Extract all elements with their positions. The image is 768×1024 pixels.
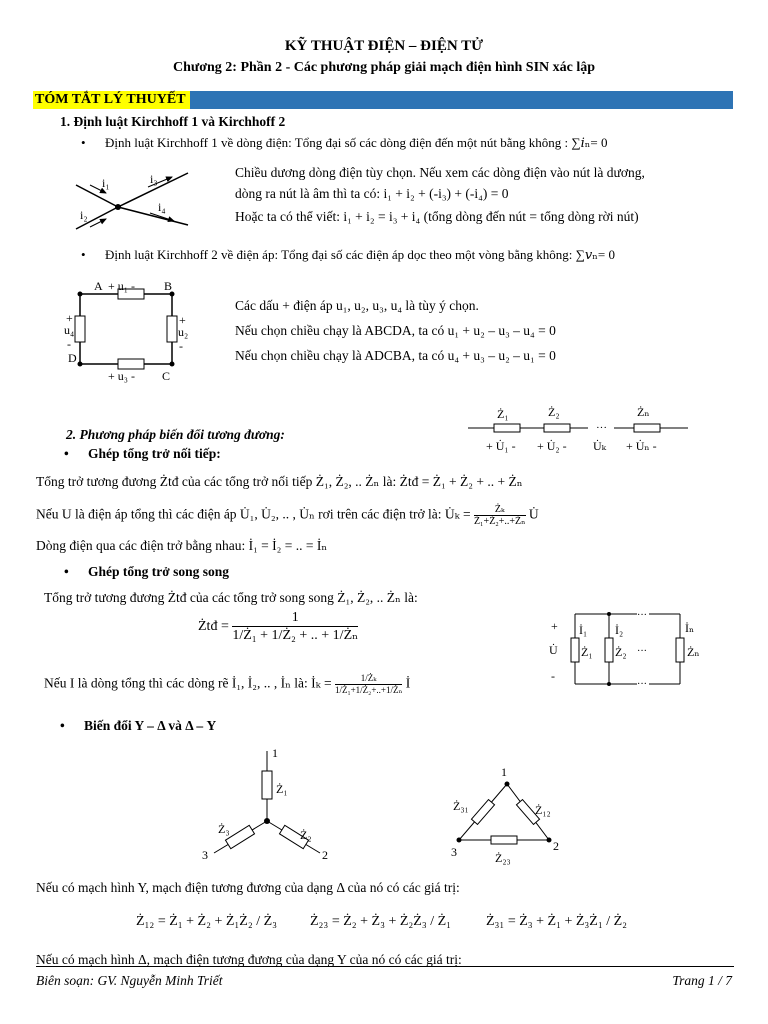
footer-divider	[36, 966, 734, 967]
svg-text:Żₙ: Żₙ	[687, 645, 700, 659]
parallel-diagram	[545, 608, 725, 690]
y-to-delta-eq-23: Ż₂₃ = Ż₂ + Ż₃ + Ż₂Ż₃ / Ż₁	[310, 914, 452, 929]
svg-text:+: +	[551, 619, 558, 633]
svg-text:Ż₃₁: Ż₃₁	[453, 799, 469, 813]
svg-text:···: ···	[637, 610, 647, 621]
svg-text:Ż₁: Ż₁	[276, 782, 288, 796]
parallel-bullet: • Ghép tổng trở song song	[88, 564, 229, 580]
delta-to-y-line: Nếu có mạch hình Δ, mạch điện tương đương của dạng Y của nó có các giá trị:	[36, 952, 462, 967]
svg-text:···: ···	[637, 646, 647, 657]
svg-text:-: -	[551, 669, 555, 683]
series-line1: Tổng trở tương đương Żtđ của các tổng trở nối tiếp Ż₁, Ż₂, .. Żₙ là: Żtđ = Ż₁ + Ż₂ + .. + Żₙ	[36, 474, 523, 489]
svg-text:Ż₂: Ż₂	[300, 828, 312, 842]
svg-text:-: -	[67, 337, 71, 351]
section-bar-label: TÓM TẮT LÝ THUYẾT	[33, 91, 190, 109]
k2-line1: Các dấu + điện áp u₁, u₂, u₃, u₄ là tùy ý chọn.	[235, 298, 479, 313]
svg-text:İ₁: İ₁	[579, 623, 588, 637]
svg-text:3: 3	[202, 848, 208, 862]
document-title: KỸ THUẬT ĐIỆN – ĐIỆN TỬ	[284, 38, 484, 54]
k1-line2: dòng ra nút là âm thì ta có: i₁ + i₂ + (-i₃) + (-i₄) = 0	[235, 186, 509, 201]
parallel-equation: Żtđ = $\frac{1}{\text{1/Ż₁ + 1/Ż₂ + .. + 1/Żₙ}}$	[198, 610, 359, 643]
loop-diagram	[66, 278, 196, 386]
svg-text:İ₂: İ₂	[615, 623, 624, 637]
svg-text:2: 2	[322, 848, 328, 862]
series-bullet: • Ghép tổng trở nối tiếp:	[88, 446, 221, 462]
footer-page-number: Trang 1 / 7	[672, 973, 732, 988]
svg-text:+ U̇₁ -: + U̇₁ -	[486, 439, 516, 453]
kirchhoff-heading: 1. Định luật Kirchhoff 1 và Kirchhoff 2	[60, 114, 286, 129]
svg-text:···: ···	[596, 422, 607, 434]
svg-text:1: 1	[272, 746, 278, 760]
svg-text:Ż₁: Ż₁	[581, 645, 593, 659]
svg-text:+ U̇₂ -: + U̇₂ -	[537, 439, 567, 453]
svg-text:2: 2	[553, 839, 559, 853]
label-i1: i₁	[102, 176, 110, 190]
svg-text:-: -	[179, 339, 183, 353]
k2-bullet: • Định luật Kirchhoff 2 về điện áp: Tổng đại số các điện áp dọc theo một vòng bằng không: ∑𝑣ₙ= 0	[105, 247, 615, 263]
label-i4: i₄	[158, 200, 166, 214]
svg-text:U̇ₖ: U̇ₖ	[593, 439, 607, 453]
y-to-delta-eq-31: Ż₃₁ = Ż₃ + Ż₁ + Ż₃Ż₁ / Ż₂	[486, 914, 628, 929]
document-subtitle: Chương 2: Phần 2 - Các phương pháp giải mạch điện hình SIN xác lập	[172, 60, 596, 75]
svg-text:U̇: U̇	[549, 643, 558, 657]
svg-text:3: 3	[451, 845, 457, 859]
k2-line2: Nếu chọn chiều chạy là ABCDA, ta có u₁ + u₂ – u₃ – u₄ = 0	[235, 323, 556, 338]
k2-line3: Nếu chọn chiều chạy là ADCBA, ta có u₄ + u₃ – u₂ – u₁ = 0	[235, 348, 556, 363]
yd-bullet: • Biến đổi Y – Δ và Δ – Y	[84, 718, 216, 734]
footer-author: Biên soạn: GV. Nguyễn Minh Triết	[36, 973, 223, 988]
svg-text:···: ···	[637, 679, 647, 690]
svg-text:Ż₂: Ż₂	[615, 645, 627, 659]
node-dot	[115, 204, 121, 210]
k1-bullet: • Định luật Kirchhoff 1 về dòng điện: Tổng đại số các dòng điện đến một nút bằng không : ∑𝑖ₙ= 0	[105, 135, 608, 151]
y-to-delta-eq-12: Ż₁₂ = Ż₁ + Ż₂ + Ż₁Ż₂ / Ż₃	[136, 914, 278, 929]
svg-text:B: B	[164, 279, 173, 293]
node-diagram	[68, 165, 208, 245]
svg-text:u₂: u₂	[178, 325, 189, 339]
series-line3: Dòng điện qua các điện trở bằng nhau: İ₁ = İ₂ = .. = İₙ	[36, 538, 328, 553]
svg-text:+ u₃ -: + u₃ -	[108, 369, 135, 383]
svg-text:+ U̇ₙ -: + U̇ₙ -	[626, 439, 657, 453]
svg-text:Ż₁₂: Ż₁₂	[535, 803, 551, 817]
svg-text:Ż₂₃: Ż₂₃	[495, 851, 511, 865]
label-i3: i₃	[150, 172, 158, 186]
svg-text:Ż₁: Ż₁	[497, 407, 509, 421]
svg-text:Ż₃: Ż₃	[218, 822, 230, 836]
svg-text:+: +	[66, 311, 73, 325]
label-i2: i₂	[80, 208, 88, 222]
svg-text:D: D	[68, 351, 77, 365]
equivalent-heading: 2. Phương pháp biến đổi tương đương:	[66, 427, 285, 442]
delta-network-diagram	[445, 762, 575, 866]
svg-text:+ u₁ -: + u₁ -	[108, 279, 135, 293]
series-line2: Nếu U là điện áp tổng thì các điện áp U̇₁, U̇₂, .. , U̇ₙ rơi trên các điện trở là: U̇ₖ = $\frac{\text{Żₖ}}{\text{Ż₁+Ż₂+..+Żₙ}}$ U̇	[36, 504, 539, 527]
y-network-diagram	[200, 745, 340, 867]
svg-text:+: +	[179, 313, 186, 327]
parallel-line1: Tổng trở tương đương Żtđ của các tổng trở song song Ż₁, Ż₂, .. Żₙ là:	[44, 590, 418, 605]
series-diagram	[466, 400, 706, 456]
svg-text:1: 1	[501, 765, 507, 779]
y-to-delta-line: Nếu có mạch hình Y, mạch điện tương đương của dạng Δ của nó có các giá trị:	[36, 880, 460, 895]
k1-line3: Hoặc ta có thể viết: i₁ + i₂ = i₃ + i₄ (tổng dòng đến nút = tổng dòng rời nút)	[235, 209, 639, 224]
svg-text:Ż₂: Ż₂	[548, 405, 560, 419]
svg-text:A: A	[94, 279, 103, 293]
svg-text:İₙ: İₙ	[685, 621, 695, 635]
svg-text:Żₙ: Żₙ	[637, 405, 650, 419]
svg-text:u₄: u₄	[64, 323, 75, 337]
k1-line1: Chiều dương dòng điện tùy chọn. Nếu xem các dòng điện vào nút là dương,	[235, 165, 645, 180]
svg-text:C: C	[162, 369, 171, 383]
parallel-line2: Nếu I là dòng tổng thì các dòng rẽ İ₁, İ₂, .. , İₙ là: İₖ = $\frac{\text{1/Żₖ}}{\text{1/Ż₁+1/Ż₂+..+1/Żₙ}}$ İ	[44, 673, 411, 695]
